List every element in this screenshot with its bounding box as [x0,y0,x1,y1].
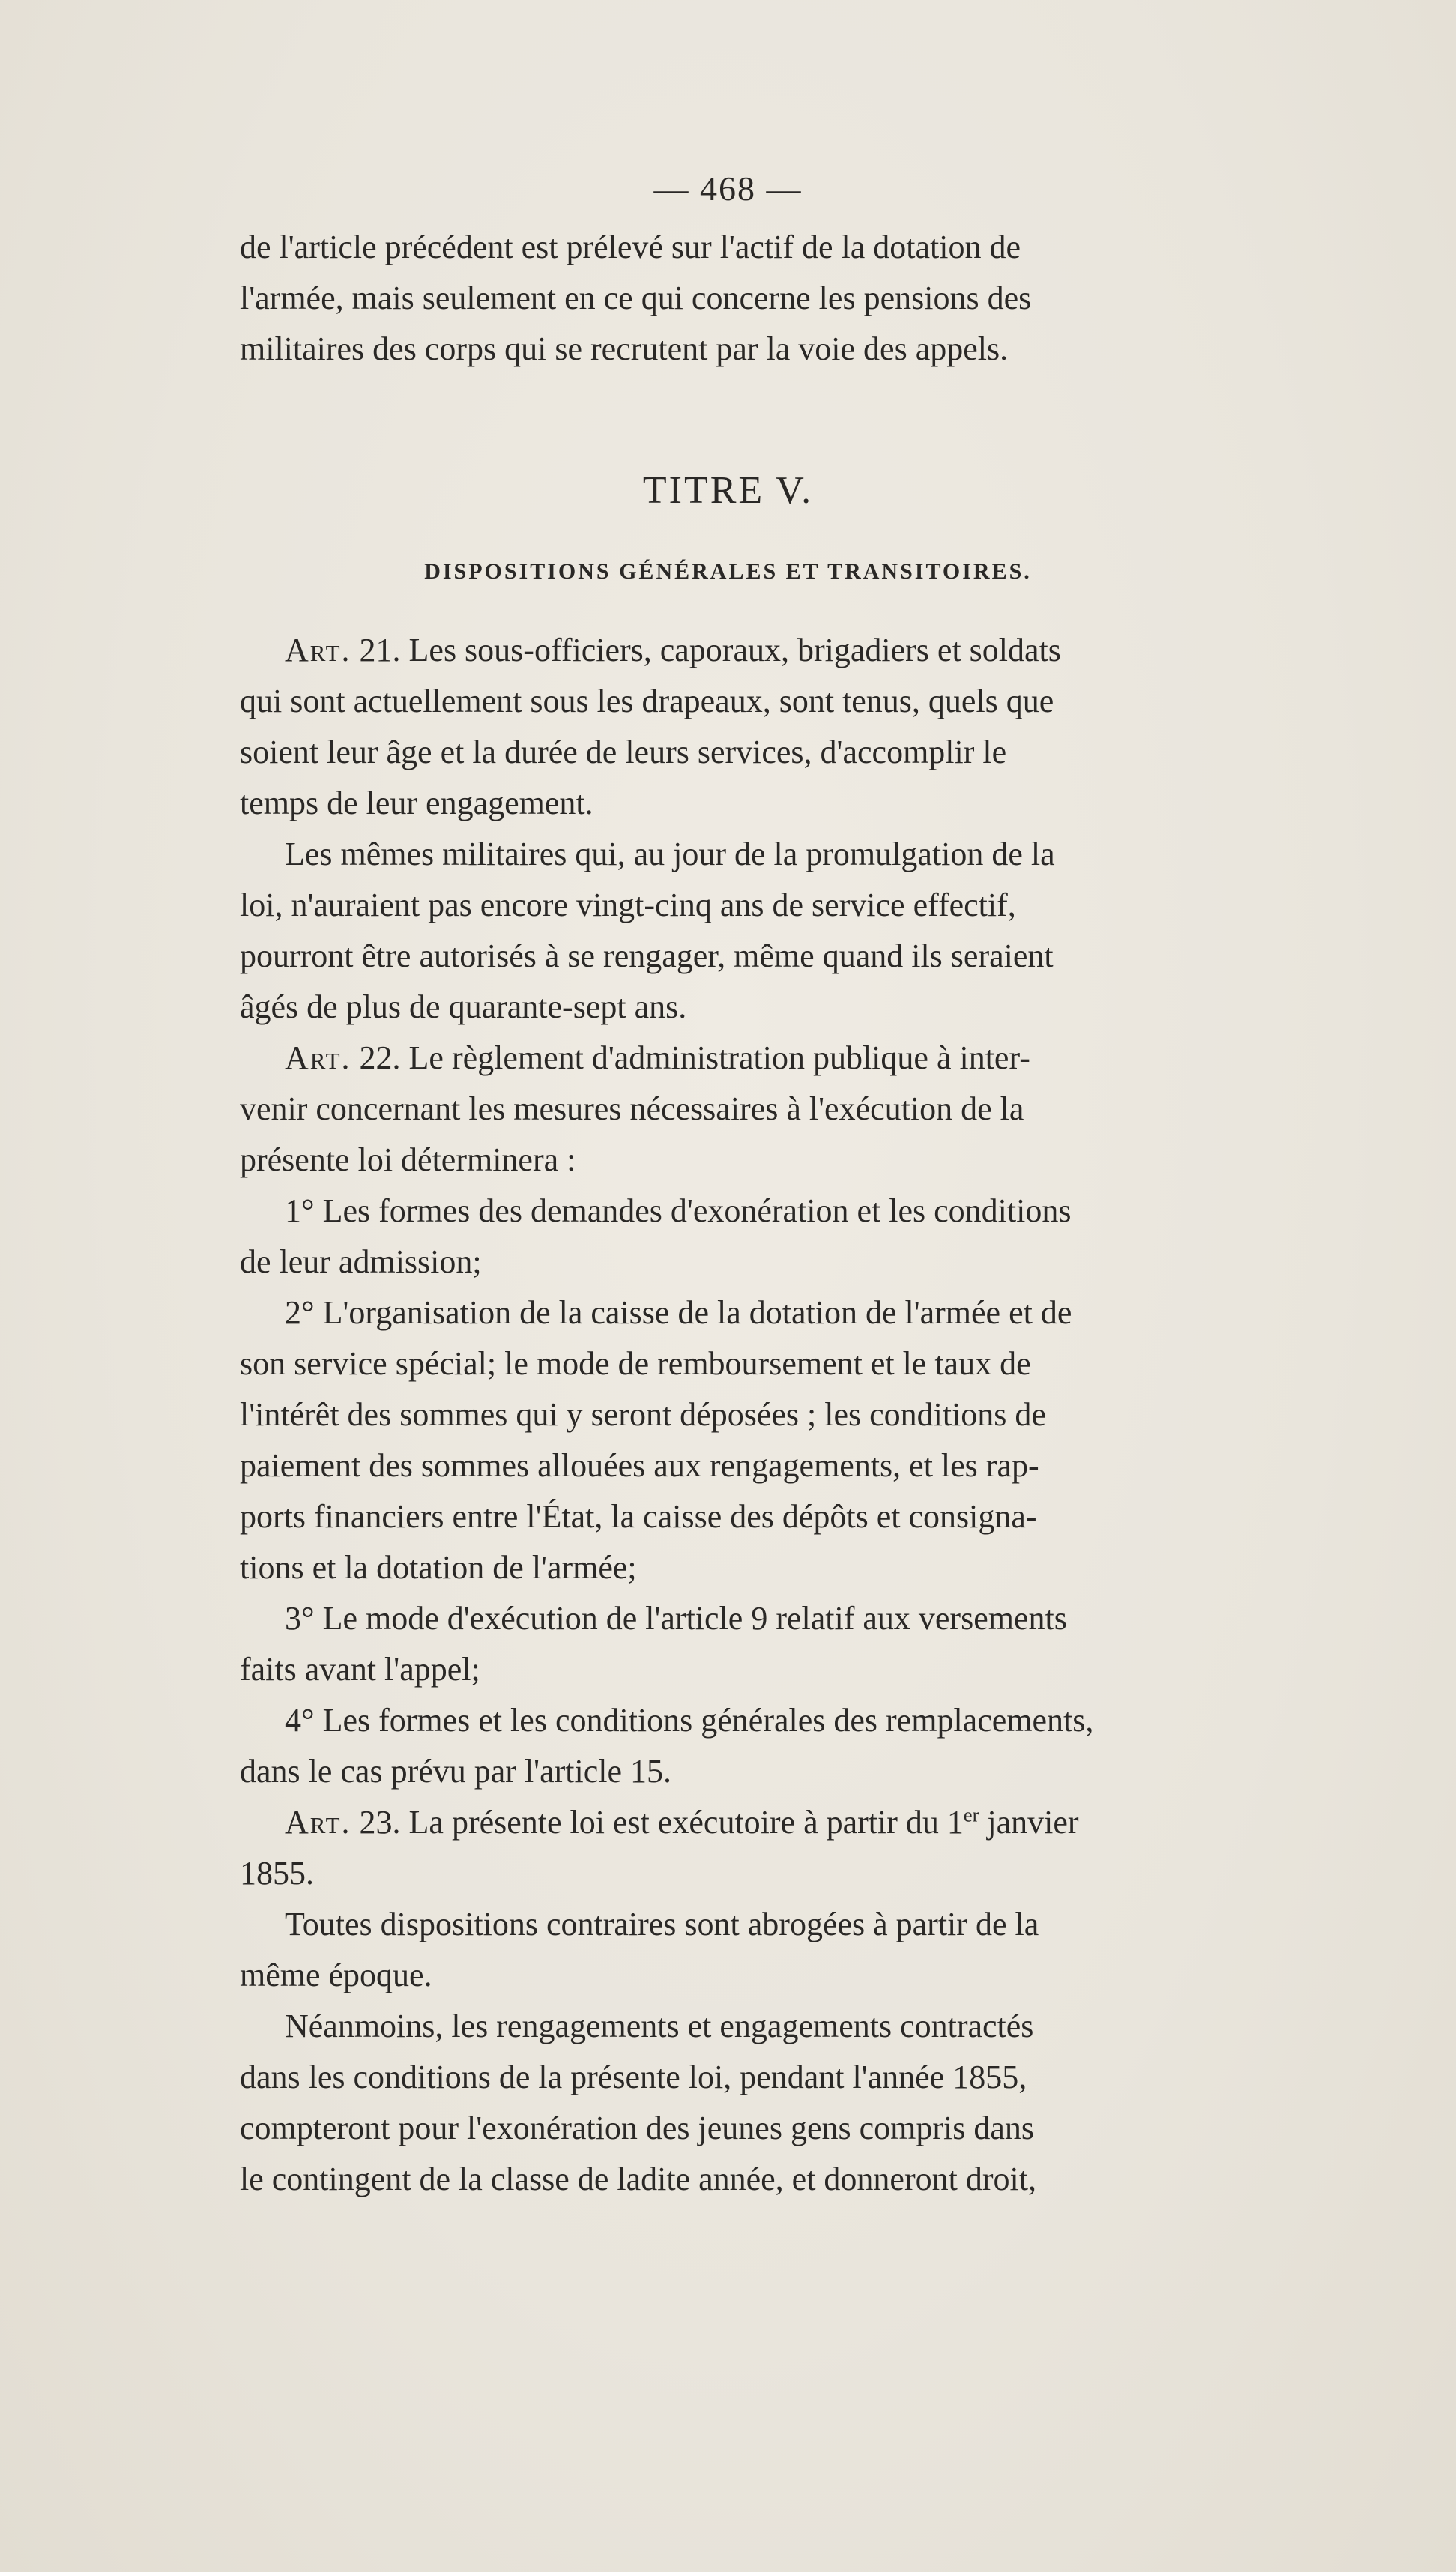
article-label: Art. [285,1039,351,1076]
article-text: janvier [979,1804,1079,1841]
article-text: 23. La présente loi est exécutoire à partir du 1 [359,1804,964,1841]
text-line: le contingent de la classe de ladite année, et donneront droit, [240,2161,1036,2197]
article-text: 22. Le règlement d'administration publique à inter- [359,1039,1030,1076]
text-line [240,1033,1379,1084]
text-line: faits avant l'appel; [240,1651,480,1688]
text-line: qui sont actuellement sous les drapeaux, sont tenus, quels que [240,683,1054,719]
text-line: 1° Les formes des demandes d'exonération et les conditions [285,1192,1072,1229]
text-line: temps de leur engagement. [240,785,593,821]
text-line: paiement des sommes allouées aux rengagements, et les rap- [240,1447,1039,1484]
text-line: 3° Le mode d'exécution de l'article 9 relatif aux versements [285,1600,1067,1637]
text-line: l'armée, mais seulement en ce qui concerne les pensions des [240,280,1032,316]
text-line: tions et la dotation de l'armée; [240,1549,637,1586]
text-line: de leur admission; [240,1243,482,1280]
article-label: Art. [285,1804,351,1841]
text-line: présente loi déterminera : [240,1141,576,1178]
text-line: 4° Les formes et les conditions générales des remplacements, [285,1702,1094,1739]
article-text: 21. Les sous-officiers, caporaux, brigadiers et soldats [359,632,1061,668]
text-line: Néanmoins, les rengagements et engagements contractés [285,2008,1034,2044]
text-line: Toutes dispositions contraires sont abrogées à partir de la [285,1906,1039,1942]
text-line: soient leur âge et la durée de leurs services, d'accomplir le [240,734,1007,770]
text-line: dans le cas prévu par l'article 15. [240,1753,672,1790]
text-line: militaires des corps qui se recrutent par la voie des appels. [240,330,1009,367]
page-number: — 468 — [653,169,803,208]
section-subtitle: DISPOSITIONS GÉNÉRALES ET TRANSITOIRES. [424,559,1032,584]
text-line: l'intérêt des sommes qui y seront déposées ; les conditions de [240,1396,1046,1433]
body-text [240,625,1379,2205]
text-line: dans les conditions de la présente loi, pendant l'année 1855, [240,2059,1027,2095]
section-title: TITRE V. [642,469,814,512]
text-line: son service spécial; le mode de remboursement et le taux de [240,1345,1031,1382]
text-line: pourront être autorisés à se rengager, même quand ils seraient [240,938,1054,974]
text-line [240,1797,1379,1848]
text-line: loi, n'auraient pas encore vingt-cinq ans de service effectif, [240,887,1016,923]
text-line: ports financiers entre l'État, la caisse des dépôts et consigna- [240,1498,1037,1535]
intro-paragraph [240,222,1379,375]
text-line: même époque. [240,1957,432,1993]
superscript: er [963,1803,979,1826]
text-line: 1855. [240,1855,314,1892]
text-line: 2° L'organisation de la caisse de la dotation de l'armée et de [285,1294,1072,1331]
text-line: venir concernant les mesures nécessaires à l'exécution de la [240,1090,1024,1127]
article-label: Art. [285,632,351,668]
text-line: de l'article précédent est prélevé sur l'actif de la dotation de [240,229,1021,265]
text-line: Les mêmes militaires qui, au jour de la promulgation de la [285,836,1055,872]
text-line: compteront pour l'exonération des jeunes gens compris dans [240,2110,1034,2146]
text-line [240,625,1379,676]
text-line: âgés de plus de quarante-sept ans. [240,988,687,1025]
